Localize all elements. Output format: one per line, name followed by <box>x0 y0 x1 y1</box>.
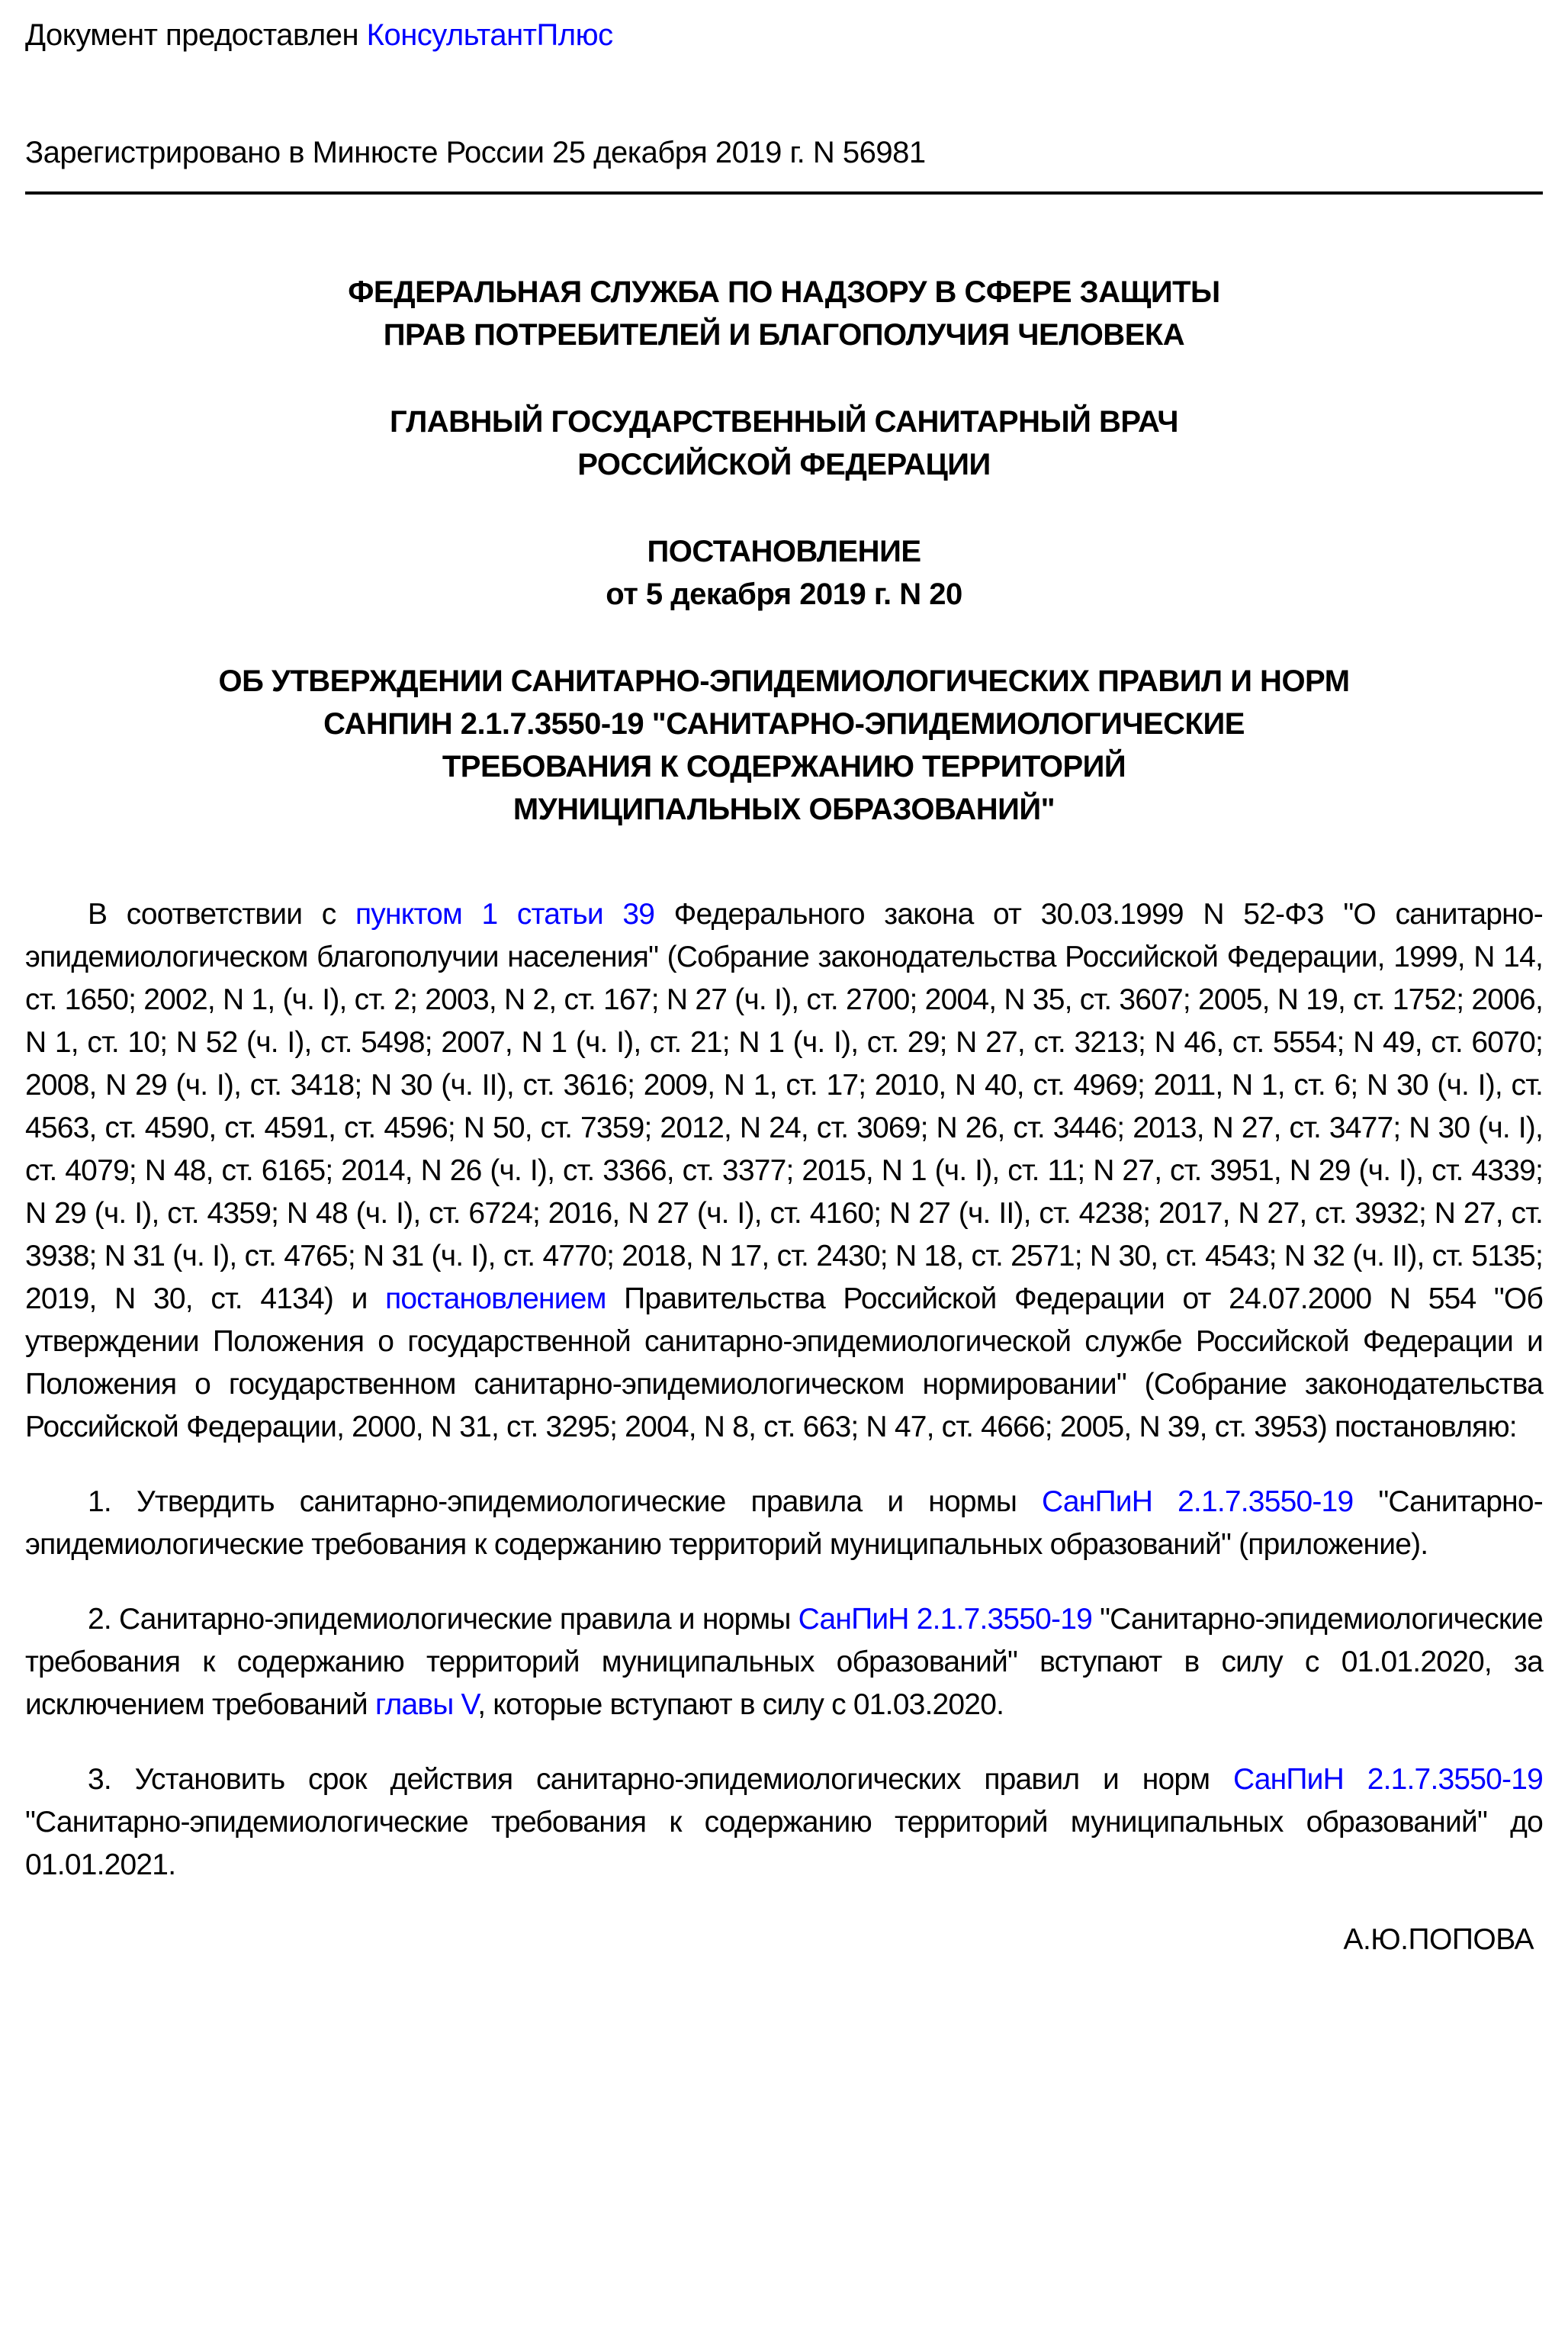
text-run: 2. Санитарно-эпидемиологические правила и нормы <box>88 1603 798 1636</box>
body-paragraph <box>25 1598 1543 1726</box>
body-paragraph <box>25 893 1543 1449</box>
inline-link[interactable]: главы V <box>374 1688 478 1721</box>
text-run: 1. Утвердить санитарно-эпидемиологические правила и нормы <box>88 1485 1043 1518</box>
divider <box>25 191 1543 195</box>
org-name-line-2: ПРАВ ПОТРЕБИТЕЛЕЙ И БЛАГОПОЛУЧИЯ ЧЕЛОВЕКА <box>383 318 1185 352</box>
title-line-1: ОБ УТВЕРЖДЕНИИ САНИТАРНО-ЭПИДЕМИОЛОГИЧЕСКИХ ПРАВИЛ И НОРМ <box>218 664 1350 698</box>
provider-line <box>25 17 1543 53</box>
signature: А.Ю.ПОПОВА <box>1343 1923 1534 1956</box>
doc-type: ПОСТАНОВЛЕНИЕ <box>647 535 921 568</box>
text-run: "Санитарно-эпидемиологические требования к содержанию территорий муниципальных образований" вступают в силу с 01.01.2020, за исключением требований <box>25 1603 1543 1721</box>
title-line-3: ТРЕБОВАНИЯ К СОДЕРЖАНИЮ ТЕРРИТОРИЙ <box>442 750 1126 783</box>
text-run: "Санитарно-эпидемиологические требования к содержанию территорий муниципальных образований" (приложение). <box>25 1485 1543 1561</box>
authority-line-2: РОССИЙСКОЙ ФЕДЕРАЦИИ <box>577 448 991 481</box>
provider-prefix-text: Документ предоставлен <box>25 18 367 52</box>
body-paragraph <box>25 1481 1543 1566</box>
registration-line: Зарегистрировано в Минюсте России 25 декабря 2019 г. N 56981 <box>25 136 926 169</box>
consultant-plus-link[interactable]: КонсультантПлюс <box>366 18 613 52</box>
inline-link[interactable]: СанПиН 2.1.7.3550-19 <box>1042 1485 1354 1518</box>
title-line-4: МУНИЦИПАЛЬНЫХ ОБРАЗОВАНИЙ" <box>512 793 1056 826</box>
text-run: "Санитарно-эпидемиологические требования к содержанию территорий муниципальных образований" до 01.01.2021. <box>25 1806 1543 1881</box>
document-heading <box>25 271 1543 831</box>
inline-link[interactable]: пунктом 1 статьи 39 <box>355 898 655 931</box>
body-paragraphs <box>25 893 1543 1887</box>
authority-line-1: ГЛАВНЫЙ ГОСУДАРСТВЕННЫЙ САНИТАРНЫЙ ВРАЧ <box>390 405 1178 439</box>
text-run: , которые вступают в силу с 01.03.2020. <box>477 1688 1004 1721</box>
text-run: 3. Установить срок действия санитарно-эпидемиологических правил и норм <box>88 1763 1233 1796</box>
org-name-line-1: ФЕДЕРАЛЬНАЯ СЛУЖБА ПО НАДЗОРУ В СФЕРЕ ЗАЩИТЫ <box>348 275 1220 309</box>
text-run: В соответствии с <box>88 898 355 931</box>
inline-link[interactable]: постановлением <box>385 1282 606 1315</box>
body-paragraph <box>25 1758 1543 1887</box>
title-line-2: САНПИН 2.1.7.3550-19 "САНИТАРНО-ЭПИДЕМИОЛОГИЧЕСКИЕ <box>323 707 1245 741</box>
text-run: Правительства Российской Федерации от 24.07.2000 N 554 "Об утверждении Положения о государственной санитарно-эпидемиологической службе Российской Федерации и Положения о государственном санитарно-эпидемиологическом нормировании" (Собрание законодательства Российской Федерации, 2000, N 31, ст. 3295; 2004, N 8, ст. 663; N 47, ст. 4666; 2005, N 39, ст. 3953) постановляю: <box>25 1282 1544 1443</box>
inline-link[interactable]: СанПиН 2.1.7.3550-19 <box>798 1603 1093 1636</box>
text-run: Федерального закона от 30.03.1999 N 52-ФЗ "О санитарно-эпидемиологическом благополучии населения" (Собрание законодательства Российской Федерации, 1999, N 14, ст. 1650; 2002, N 1, (ч. I), ст. 2; 2003, N 2, ст. 167; N 27 (ч. I), ст. 2700; 2004, N 35, ст. 3607; 2005, N 19, ст. 1752; 2006, N 1, ст. 10; N 52 (ч. I), ст. 5498; 2007, N 1 (ч. I), ст. 21; N 1 (ч. I), ст. 29; N 27, ст. 3213; N 46, ст. 5554; N 49, ст. 6070; 2008, N 29 (ч. I), ст. 3418; N 30 (ч. II), ст. 3616; 2009, N 1, ст. 17; 2010, N 40, ст. 4969; 2011, N 1, ст. 6; N 30 (ч. I), ст. 4563, ст. 4590, ст. 4591, ст. 4596; N 50, ст. 7359; 2012, N 24, ст. 3069; N 26, ст. 3446; 2013, N 27, ст. 3477; N 30 (ч. I), ст. 4079; N 48, ст. 6165; 2014, N 26 (ч. I), ст. 3366, ст. 3377; 2015, N 1 (ч. I), ст. 11; N 27, ст. 3951, N 29 (ч. I), ст. 4339; N 29 (ч. I), ст. 4359; N 48 (ч. I), ст. 6724; 2016, N 27 (ч. I), ст. 4160; N 27 (ч. II), ст. 4238; 2017, N 27, ст. 3932; N 27, ст. 3938; N 31 (ч. I), ст. 4765; N 31 (ч. I), ст. 4770; 2018, N 17, ст. 2430; N 18, ст. 2571; N 30, ст. 4543; N 32 (ч. II), ст. 5135; 2019, N 30, ст. 4134) и <box>25 898 1543 1315</box>
doc-date: от 5 декабря 2019 г. N 20 <box>606 577 962 611</box>
inline-link[interactable]: СанПиН 2.1.7.3550-19 <box>1232 1763 1544 1796</box>
